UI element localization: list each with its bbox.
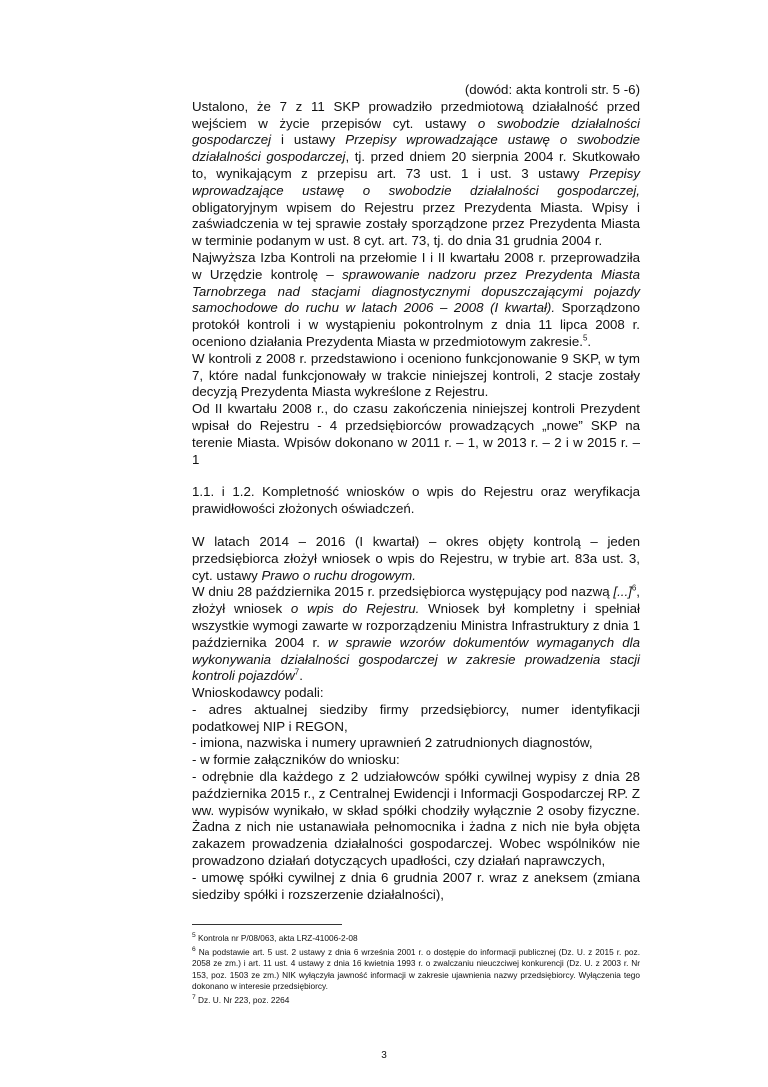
footnote-ref-7[interactable]: 7 <box>294 667 300 677</box>
main-text <box>192 82 640 903</box>
footnote-ref-5[interactable]: 5 <box>582 333 588 343</box>
footnote-6: $^6$ Na podstawie art. 5 ust. 2 ustawy z dnia 6 września 2001 r. o dostępie do informacji publicznej (Dz. U. z 2015 r. poz. 2058 ze zm.) i art. 11 ust. 4 ustawy z dnia 16 kwietnia 1993 r. o zwalczaniu nieuczciwej konkurencji (Dz. U. z 2003 r. Nr 153, poz. 1503 ze zm.) NIK wyłączyła jawność informacji w zakresie ujawnienia nazwy przedsiębiorcy. Wyłączenia tego dokonano w interesie przedsiębiorcy. <box>192 946 641 991</box>
footnote-separator <box>192 924 342 925</box>
list-item: - w formie załączników do wniosku: <box>192 752 400 768</box>
paragraph-1: Ustalono, że 7 z 11 SKP prowadziło przedmiotową działalność przed wejściem w życie przepisów cyt. ustawy o swobodzie działalności gospodarczej i ustawy Przepisy wprowadzające ustawę o swobodzie działalności gospodarczej, tj. przed dniem 20 sierpnia 2004 r. Skutkowało to, wynikającym z przepisu art. 73 ust. 1 i ust. 3 ustawy Przepisy wprowadzające ustawę o swobodzie działalności gospodarczej, obligatoryjnym wpisem do Rejestru przez Prezydenta Miasta. Wpisy i zaświadczenia w tej sprawie zostały sporządzone przez Prezydenta Miasta w terminie podanym w ust. 8 cyt. art. 73, tj. do dnia 31 grudnia 2004 r. <box>192 98 641 249</box>
list-item: - imiona, nazwiska i numery uprawnień 2 zatrudnionych diagnostów, <box>192 735 593 751</box>
footnotes <box>192 924 640 1009</box>
paragraph-6: W dniu 28 października 2015 r. przedsiębiorca występujący pod nazwą [...]$^6$, złożył wniosek o wpis do Rejestru. Wniosek był kompletny i spełniał wszystkie wymogi zawarte w rozporządzeniu Ministra Infrastruktury z dnia 1 października 2004 r. w sprawie wzorów dokumentów wymaganych dla wykonywania działalności gospodarczej w zakresie prowadzenia stacji kontroli pojazdów$^7$. <box>192 583 640 684</box>
section-heading: 1.1. i 1.2. Kompletność wniosków o wpis do Rejestru oraz weryfikacja prawidłowości złożonych oświadczeń. <box>192 484 640 517</box>
footnote-5: $^5$ Kontrola nr P/08/063, akta LRZ-41006-2-08 <box>192 932 358 943</box>
footnote-7: $^7$ Dz. U. Nr 223, poz. 2264 <box>192 994 290 1006</box>
paragraph-5: W latach 2014 – 2016 (I kwartał) – okres objęty kontrolą – jeden przedsiębiorca złożył wniosek o wpis do Rejestru, w trybie art. 83a ust. 3, cyt. ustawy Prawo o ruchu drogowym. <box>192 533 640 583</box>
evidence-note: (dowód: akta kontroli str. 5 -6) <box>464 82 640 97</box>
page-number: 3 <box>381 1050 387 1061</box>
paragraph-7: Wnioskodawcy podali: <box>192 685 324 701</box>
list-item: - odrębnie dla każdego z 2 udziałowców spółki cywilnej wypisy z dnia 28 października 2015 r., z Centralnej Ewidencji i Informacji Gospodarczej RP. Z ww. wypisów wynikało, w skład spółki chodziły wyłącznie 2 osoby fizyczne. Żadna z nich nie ustanawiała pełnomocnika i żadna z nich nie była objęta zakazem prowadzenia działalności gospodarczej. Wobec wspólników nie prowadzono działań dotyczących upadłości, czy działań naprawczych, <box>192 769 640 869</box>
footnote-ref-6[interactable]: 6 <box>631 583 637 593</box>
list-item: - adres aktualnej siedziby firmy przedsiębiorcy, numer identyfikacji podatkowej NIP i REGON, <box>192 701 640 734</box>
list-item: - umowę spółki cywilnej z dnia 6 grudnia 2007 r. wraz z aneksem (zmiana siedziby spółki i rozszerzenie działalności), <box>192 869 640 902</box>
paragraph-2: Najwyższa Izba Kontroli na przełomie I i II kwartału 2008 r. przeprowadziła w Urzędzie kontrolę – sprawowanie nadzoru przez Prezydenta Miasta Tarnobrzega nad stacjami diagnostycznymi dopuszczającymi pojazdy samochodowe do ruchu w latach 2006 – 2008 (I kwartał). Sporządzono protokół kontroli i w wystąpieniu pokontrolnym z dnia 11 lipca 2008 r. oceniono działania Prezydenta Miasta w przedmiotowym zakresie.$^5$. <box>192 249 640 349</box>
paragraph-3: W kontroli z 2008 r. przedstawiono i oceniono funkcjonowanie 9 SKP, w tym 7, które nadal funkcjonowały w trakcie niniejszej kontroli, 2 stacje zostały decyzją Prezydenta Miasta wykreślone z Rejestru. <box>192 350 640 400</box>
paragraph-4: Od II kwartału 2008 r., do czasu zakończenia niniejszej kontroli Prezydent wpisał do Rejestru - 4 przedsiębiorców prowadzących „nowe” SKP na terenie Miasta. Wpisów dokonano w 2011 r. – 1, w 2013 r. – 2 i w 2015 r. – 1 <box>192 401 640 467</box>
